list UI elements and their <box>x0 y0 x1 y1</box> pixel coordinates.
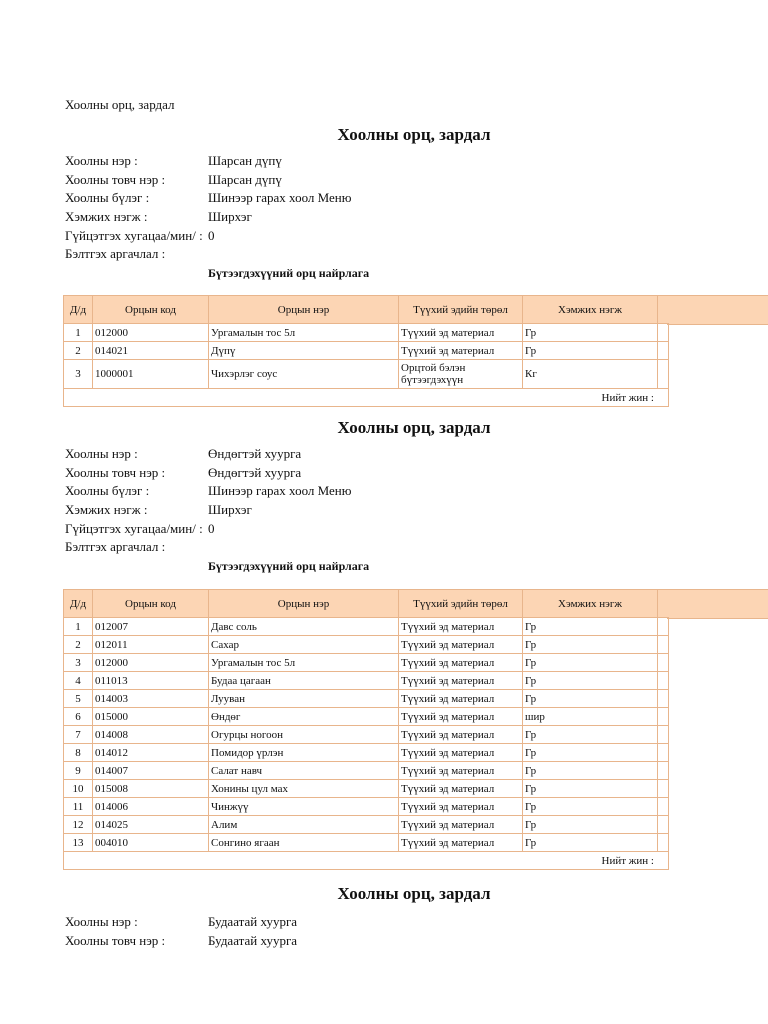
table-row <box>64 726 669 744</box>
ingredient-type: Түүхий эд материал <box>399 654 523 672</box>
empty-cell <box>658 744 669 762</box>
row-number: 5 <box>64 690 93 708</box>
column-header-spacer <box>658 590 669 618</box>
ingredient-code: 012000 <box>93 654 209 672</box>
ingredient-code: 015008 <box>93 780 209 798</box>
ingredient-type: Түүхий эд материал <box>399 816 523 834</box>
ingredient-code: 014008 <box>93 726 209 744</box>
ingredient-name: Хонины цул мах <box>209 780 399 798</box>
ingredient-unit: Гр <box>523 762 658 780</box>
field-value: 0 <box>208 521 215 536</box>
row-number: 13 <box>64 834 93 852</box>
field-label: Хэмжих нэгж : <box>65 209 148 224</box>
ingredient-name: Өндөг <box>209 708 399 726</box>
empty-cell <box>658 672 669 690</box>
table-row <box>64 708 669 726</box>
field-value: Ширхэг <box>208 502 252 517</box>
field-value: Шинээр гарах хоол Меню <box>208 190 352 205</box>
ingredient-name: Алим <box>209 816 399 834</box>
field-label: Хоолны бүлэг : <box>65 483 150 498</box>
column-header: Д/д <box>64 590 93 618</box>
ingredient-unit: Гр <box>523 324 658 342</box>
table-row <box>64 672 669 690</box>
ingredient-unit: Гр <box>523 342 658 360</box>
ingredient-name: Ургамалын тос 5л <box>209 324 399 342</box>
recipe-title: Хоолны орц, зардал <box>337 418 491 437</box>
ingredient-unit: Гр <box>523 834 658 852</box>
ingredient-name: Помидор үрлэн <box>209 744 399 762</box>
total-weight-label: Нийт жин : <box>64 389 669 407</box>
field-label: Хоолны нэр : <box>65 446 138 461</box>
ingredient-unit: Гр <box>523 618 658 636</box>
row-number: 12 <box>64 816 93 834</box>
table-header-row <box>64 590 669 618</box>
empty-cell <box>658 636 669 654</box>
ingredient-type: Түүхий эд материал <box>399 798 523 816</box>
table-row <box>64 690 669 708</box>
row-number: 8 <box>64 744 93 762</box>
ingredient-type: Түүхий эд материал <box>399 834 523 852</box>
table-row <box>64 342 669 360</box>
field-label: Бэлтгэх аргачлал : <box>65 246 166 261</box>
field-label: Гүйцэтгэх хугацаа/мин/ : <box>65 521 203 536</box>
ingredient-unit: Гр <box>523 816 658 834</box>
table-row <box>64 636 669 654</box>
ingredient-type: Түүхий эд материал <box>399 762 523 780</box>
empty-cell <box>658 708 669 726</box>
field-value: Шарсан дүпү <box>208 153 282 168</box>
field-label: Хоолны товч нэр : <box>65 933 166 948</box>
ingredient-unit: Гр <box>523 780 658 798</box>
column-header: Хэмжих нэгж <box>523 590 658 618</box>
column-header: Түүхий эдийн төрөл <box>399 296 523 324</box>
ingredient-type: Орцтой бэлэн бүтээгдэхүүн <box>399 360 523 389</box>
ingredient-unit: Гр <box>523 690 658 708</box>
ingredient-code: 014021 <box>93 342 209 360</box>
ingredient-code: 014003 <box>93 690 209 708</box>
field-value: Өндөгтэй хуурга <box>208 446 302 461</box>
ingredient-code: 014012 <box>93 744 209 762</box>
field-value: Будаатай хуурга <box>208 914 298 929</box>
field-label: Бэлтгэх аргачлал : <box>65 539 166 554</box>
ingredient-type: Түүхий эд материал <box>399 636 523 654</box>
table-row <box>64 654 669 672</box>
row-number: 2 <box>64 342 93 360</box>
ingredient-name: Лууван <box>209 690 399 708</box>
empty-cell <box>658 834 669 852</box>
row-number: 1 <box>64 324 93 342</box>
ingredient-name: Чинжүү <box>209 798 399 816</box>
column-header: Д/д <box>64 296 93 324</box>
ingredient-name: Ургамалын тос 5л <box>209 654 399 672</box>
ingredient-type: Түүхий эд материал <box>399 726 523 744</box>
field-value: Шарсан дүпү <box>208 172 282 187</box>
ingredient-unit: шир <box>523 708 658 726</box>
ingredient-code: 012000 <box>93 324 209 342</box>
ingredient-name: Давс соль <box>209 618 399 636</box>
ingredient-type: Түүхий эд материал <box>399 324 523 342</box>
row-number: 3 <box>64 360 93 389</box>
ingredient-type: Түүхий эд материал <box>399 690 523 708</box>
table-row <box>64 798 669 816</box>
ingredients-table <box>63 589 669 870</box>
column-header: Түүхий эдийн төрөл <box>399 590 523 618</box>
ingredient-unit: Гр <box>523 672 658 690</box>
table-row <box>64 816 669 834</box>
field-label: Гүйцэтгэх хугацаа/мин/ : <box>65 228 203 243</box>
ingredient-name: Чихэрлэг соус <box>209 360 399 389</box>
ingredient-unit: Гр <box>523 798 658 816</box>
column-header: Орцын нэр <box>209 590 399 618</box>
field-label: Хоолны товч нэр : <box>65 465 166 480</box>
field-value: Өндөгтэй хуурга <box>208 465 302 480</box>
table-row <box>64 618 669 636</box>
composition-heading: Бүтээгдэхүүний орц найрлага <box>208 266 370 280</box>
ingredient-name: Сахар <box>209 636 399 654</box>
empty-cell <box>658 762 669 780</box>
ingredient-unit: Гр <box>523 654 658 672</box>
empty-cell <box>658 360 669 389</box>
composition-heading: Бүтээгдэхүүний орц найрлага <box>208 559 370 573</box>
empty-cell <box>658 324 669 342</box>
ingredient-name: Салат навч <box>209 762 399 780</box>
empty-cell <box>658 780 669 798</box>
empty-cell <box>658 816 669 834</box>
table-row <box>64 744 669 762</box>
empty-cell <box>658 690 669 708</box>
ingredient-code: 012011 <box>93 636 209 654</box>
field-value: Ширхэг <box>208 209 252 224</box>
ingredient-code: 014025 <box>93 816 209 834</box>
table-row <box>64 360 669 389</box>
table-row <box>64 834 669 852</box>
column-header: Орцын код <box>93 590 209 618</box>
header-band <box>667 295 768 325</box>
ingredient-name: Сонгино ягаан <box>209 834 399 852</box>
row-number: 2 <box>64 636 93 654</box>
empty-cell <box>658 654 669 672</box>
total-weight-label: Нийт жин : <box>64 852 669 870</box>
table-row <box>64 780 669 798</box>
field-label: Хоолны бүлэг : <box>65 190 150 205</box>
field-label: Хоолны товч нэр : <box>65 172 166 187</box>
ingredient-type: Түүхий эд материал <box>399 780 523 798</box>
table-header-row <box>64 296 669 324</box>
ingredient-unit: Гр <box>523 726 658 744</box>
ingredient-code: 014007 <box>93 762 209 780</box>
ingredient-code: 014006 <box>93 798 209 816</box>
empty-cell <box>658 798 669 816</box>
row-number: 3 <box>64 654 93 672</box>
ingredient-name: Огурцы ногоон <box>209 726 399 744</box>
recipe-title: Хоолны орц, зардал <box>337 884 491 903</box>
field-value: Будаатай хуурга <box>208 933 298 948</box>
field-label: Хоолны нэр : <box>65 914 138 929</box>
recipe-title: Хоолны орц, зардал <box>337 125 491 144</box>
column-header: Орцын код <box>93 296 209 324</box>
column-header: Орцын нэр <box>209 296 399 324</box>
ingredient-code: 004010 <box>93 834 209 852</box>
empty-cell <box>658 726 669 744</box>
field-value: Шинээр гарах хоол Меню <box>208 483 352 498</box>
row-number: 10 <box>64 780 93 798</box>
row-number: 7 <box>64 726 93 744</box>
ingredients-table <box>63 295 669 407</box>
field-value: 0 <box>208 228 215 243</box>
ingredient-unit: Гр <box>523 636 658 654</box>
ingredient-code: 1000001 <box>93 360 209 389</box>
row-number: 11 <box>64 798 93 816</box>
ingredient-name: Будаа цагаан <box>209 672 399 690</box>
column-header: Хэмжих нэгж <box>523 296 658 324</box>
table-row <box>64 324 669 342</box>
row-number: 1 <box>64 618 93 636</box>
field-label: Хэмжих нэгж : <box>65 502 148 517</box>
header-band <box>667 589 768 619</box>
ingredient-code: 011013 <box>93 672 209 690</box>
empty-cell <box>658 618 669 636</box>
row-number: 4 <box>64 672 93 690</box>
empty-cell <box>658 342 669 360</box>
table-row <box>64 762 669 780</box>
ingredient-type: Түүхий эд материал <box>399 342 523 360</box>
ingredient-type: Түүхий эд материал <box>399 672 523 690</box>
ingredient-code: 015000 <box>93 708 209 726</box>
ingredient-type: Түүхий эд материал <box>399 618 523 636</box>
ingredient-unit: Кг <box>523 360 658 389</box>
total-row <box>64 852 669 870</box>
ingredient-type: Түүхий эд материал <box>399 708 523 726</box>
ingredient-unit: Гр <box>523 744 658 762</box>
field-label: Хоолны нэр : <box>65 153 138 168</box>
total-row <box>64 389 669 407</box>
row-number: 9 <box>64 762 93 780</box>
row-number: 6 <box>64 708 93 726</box>
document-label: Хоолны орц, зардал <box>65 97 175 112</box>
ingredient-code: 012007 <box>93 618 209 636</box>
column-header-spacer <box>658 296 669 324</box>
ingredient-type: Түүхий эд материал <box>399 744 523 762</box>
ingredient-name: Дүпү <box>209 342 399 360</box>
